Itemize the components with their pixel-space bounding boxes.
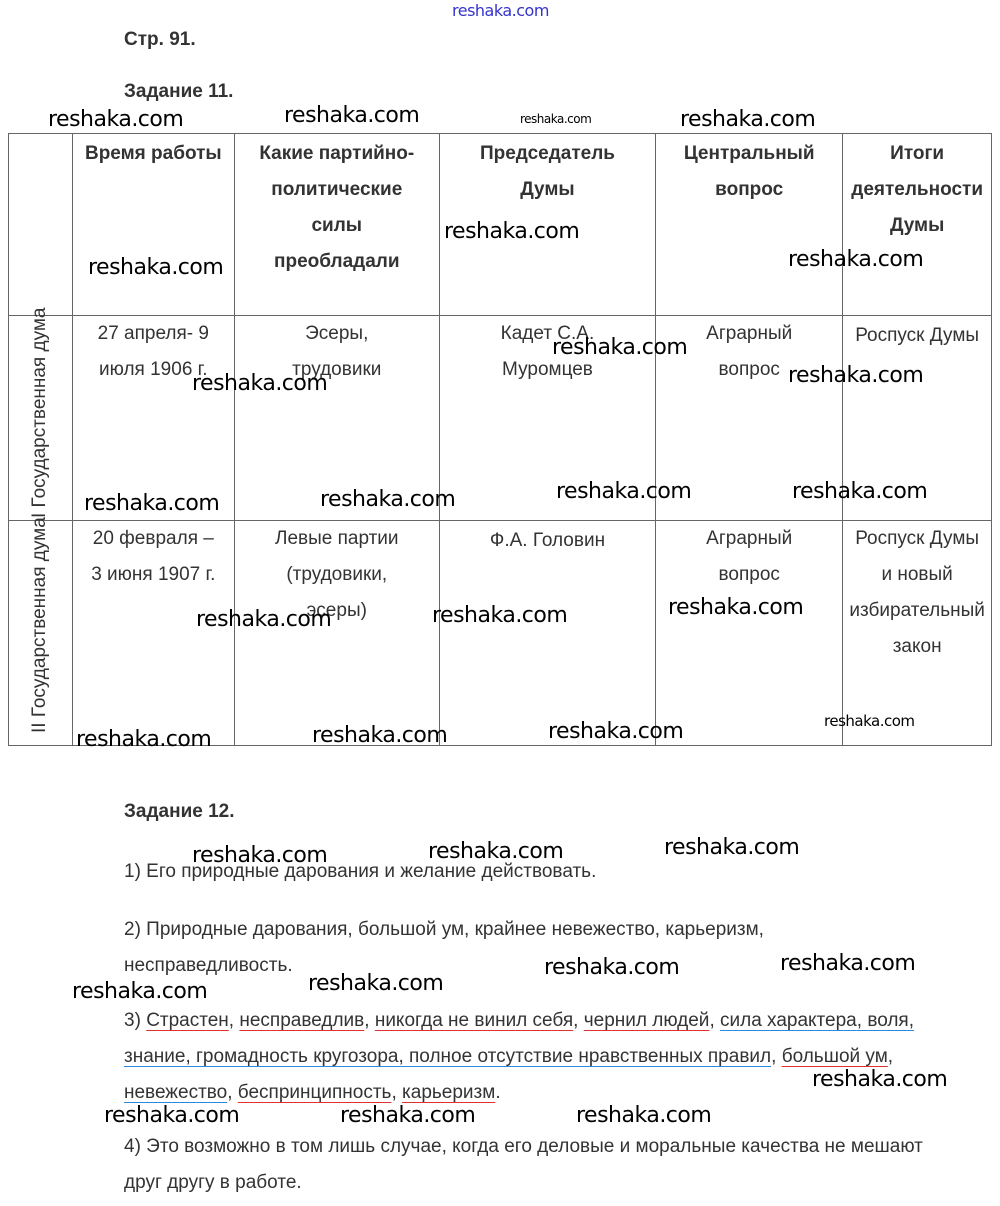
text-fragment: , [227, 1082, 238, 1103]
underlined-phrase: воля, знание, громадность кругозора, полное отсутствие нравственных правил [124, 1010, 914, 1067]
row-label-text: I Государственная дума [29, 307, 51, 518]
answer-3-prefix: 3) [124, 1010, 147, 1031]
answer-2: 2) Природные дарования, большой ум, крайнее невежество, карьеризм, несправедливость. [124, 919, 764, 976]
watermark: reshaka.com [520, 112, 592, 126]
watermark: reshaka.com [76, 727, 212, 752]
cell-chair: Ф.А. Головин [439, 521, 655, 746]
text-fragment: , [771, 1046, 782, 1067]
watermark: reshaka.com [48, 107, 184, 132]
page-label: Стр. 91. [124, 29, 196, 50]
cell-result: Роспуск Думы [843, 316, 992, 521]
text-fragment: , [228, 1010, 240, 1031]
watermark: reshaka.com [548, 719, 684, 744]
underlined-phrase: никогда не винил себя [374, 1010, 574, 1031]
answer-4: 4) Это возможно в том лишь случае, когда его деловые и моральные качества не мешают друг другу в работе. [124, 1136, 923, 1193]
task11-title: Задание 11. [124, 81, 234, 102]
text-fragment: , [887, 1046, 894, 1067]
row-label [9, 517, 73, 746]
header-cell: Какие партийно-политические силы преобладали [234, 134, 439, 316]
watermark: reshaka.com [780, 951, 916, 976]
watermark: reshaka.com [788, 363, 924, 388]
watermark: reshaka.com [192, 371, 328, 396]
cell-forces: Эсеры, трудовики [234, 316, 439, 521]
watermark: reshaka.com [284, 103, 420, 128]
watermark: reshaka.com [680, 107, 816, 132]
text-fragment: , [573, 1010, 584, 1031]
underlined-phrase: карьеризм [402, 1082, 496, 1103]
row-label-text: II Государственная дума [29, 517, 51, 733]
watermark: reshaka.com [192, 843, 328, 868]
answer-1: 1) Его природные дарования и желание действовать. [124, 861, 597, 882]
watermark: reshaka.com [812, 1067, 948, 1092]
watermark: reshaka.com [444, 219, 580, 244]
task12-title: Задание 12. [124, 801, 235, 822]
text-fragment: . [495, 1082, 501, 1103]
watermark: reshaka.com [544, 955, 680, 980]
text-fragment: , [709, 1010, 720, 1031]
header-cell [9, 134, 73, 316]
header-cell: Председатель Думы [439, 134, 655, 316]
watermark: reshaka.com [340, 1103, 476, 1128]
cell-forces: Левые партии (трудовики, эсеры) [234, 521, 439, 746]
underlined-phrase: несправедлив [239, 1010, 365, 1031]
underlined-phrase: , [856, 1010, 868, 1031]
header-cell: Центральный вопрос [656, 134, 843, 316]
text-fragment: , [364, 1010, 375, 1031]
watermark: reshaka.com [824, 712, 915, 730]
cell-time: 20 февраля – 3 июня 1907 г. [72, 521, 234, 746]
watermark: reshaka.com [312, 723, 448, 748]
watermark: reshaka.com [320, 487, 456, 512]
cell-chair: Кадет С.А. Муромцев [439, 316, 655, 521]
watermark: reshaka.com [88, 255, 224, 280]
answer-3 [124, 1003, 954, 1111]
watermark: reshaka.com [668, 595, 804, 620]
underlined-phrase: большой ум [781, 1046, 888, 1067]
cell-time: 27 апреля- 9 июля 1906 г. [72, 316, 234, 521]
cell-result: Роспуск Думы и новый избирательный закон [843, 521, 992, 746]
watermark: reshaka.com [792, 479, 928, 504]
watermark: reshaka.com [788, 247, 924, 272]
watermark: reshaka.com [104, 1103, 240, 1128]
watermark: reshaka.com [84, 491, 220, 516]
header-cell: Итоги деятельности Думы [843, 134, 992, 316]
cell-question: Аграрный вопрос [656, 521, 843, 746]
watermark: reshaka.com [196, 607, 332, 632]
underlined-phrase: Страстен [146, 1010, 229, 1031]
underlined-phrase: невежество [124, 1082, 228, 1103]
underlined-phrase: сила характера [720, 1010, 857, 1031]
watermark: reshaka.com [308, 971, 444, 996]
watermark: reshaka.com [72, 979, 208, 1004]
watermark: reshaka.com [432, 603, 568, 628]
underlined-phrase: чернил людей [583, 1010, 710, 1031]
header-cell: Время работы [72, 134, 234, 316]
watermark: reshaka.com [664, 835, 800, 860]
watermark: reshaka.com [428, 839, 564, 864]
cell-question: Аграрный вопрос [656, 316, 843, 521]
watermark: reshaka.com [552, 335, 688, 360]
text-fragment: , [391, 1082, 403, 1103]
row-label [9, 307, 73, 521]
watermark: reshaka.com [556, 479, 692, 504]
underlined-phrase: беспринципность [237, 1082, 392, 1103]
watermark: reshaka.com [576, 1103, 712, 1128]
watermark-link[interactable]: reshaka.com [452, 1, 549, 20]
